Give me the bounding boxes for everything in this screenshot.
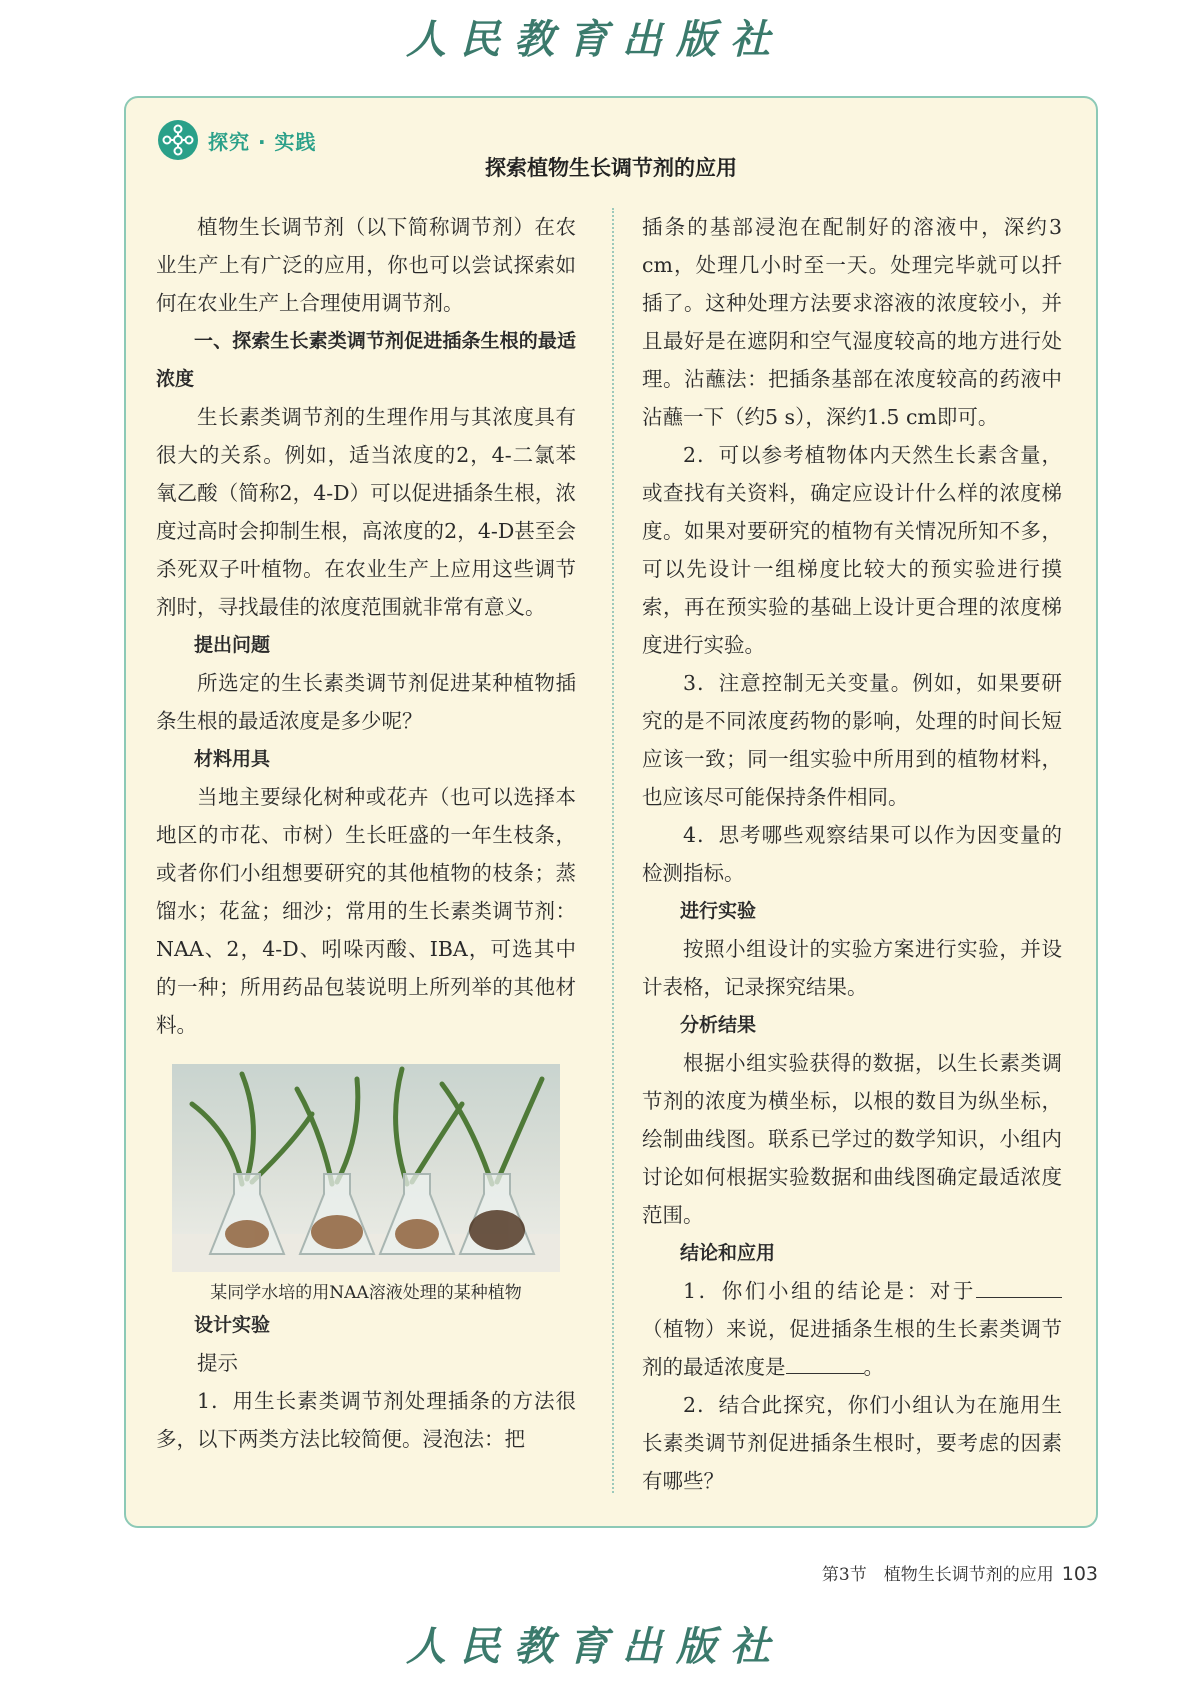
- publisher-logo-top: 人民教育出版社: [406, 16, 784, 63]
- left-column: [156, 208, 576, 1458]
- section-heading: 进行实验: [680, 900, 757, 922]
- q1-part2: （植物）来说，促进插条生根的生长素类调节剂的最适浓度是: [642, 1317, 1062, 1379]
- q1-part1: 1．你们小组的结论是：对于: [683, 1279, 976, 1303]
- q1-part3: 。: [863, 1355, 884, 1379]
- paragraph: 3．注意控制无关变量。例如，如果要研究的是不同浓度药物的影响，处理的时间长短应该一致；同一组实验中所用到的植物材料，也应该尽可能保持条件相同。: [642, 671, 1062, 809]
- publisher-logo-bottom: 人民教育出版社: [406, 1623, 784, 1670]
- section-heading: 提出问题: [194, 634, 271, 656]
- page-footer: [822, 1560, 1098, 1585]
- paragraph: 插条的基部浸泡在配制好的溶液中，深约3 cm，处理几小时至一天。处理完毕就可以扦插了。这种处理方法要求溶液的浓度较小，并且最好是在遮阴和空气湿度较高的地方进行处理。沾蘸法：把插条基部在浓度较高的药液中沾蘸一下（约5 s），深约1.5 cm即可。: [642, 215, 1062, 429]
- paragraph: 根据小组实验获得的数据，以生长素类调节剂的浓度为横坐标，以根的数目为纵坐标，绘制曲线图。联系已学过的数学知识，小组内讨论如何根据实验数据和曲线图确定最适浓度范围。: [642, 1051, 1062, 1227]
- paragraph: 2．可以参考植物体内天然生长素含量，或查找有关资料，确定应设计什么样的浓度梯度。如果对要研究的植物有关情况所知不多，可以先设计一组梯度比较大的预实验进行摸索，再在预实验的基础上设计更合理的浓度梯度进行实验。: [642, 443, 1062, 657]
- paragraph: 4．思考哪些观察结果可以作为因变量的检测指标。: [642, 823, 1062, 885]
- paragraph: 植物生长调节剂（以下简称调节剂）在农业生产上有广泛的应用，你也可以尝试探索如何在农业生产上合理使用调节剂。: [156, 215, 576, 315]
- footer-section: 第3节 植物生长调节剂的应用: [821, 1565, 1054, 1585]
- inquiry-box: [124, 96, 1098, 1528]
- conclusion-question-1: [642, 1272, 1062, 1386]
- right-paragraphs: [642, 208, 1062, 1272]
- paragraph: 按照小组设计的实验方案进行实验，并设计表格，记录探究结果。: [642, 937, 1062, 999]
- paragraph: 所选定的生长素类调节剂促进某种植物插条生根的最适浓度是多少呢？: [156, 671, 576, 733]
- left-paragraphs: [156, 208, 576, 1044]
- photo-caption: 某同学水培的用NAA溶液处理的某种植物: [210, 1283, 522, 1303]
- conclusion-question-2: 2．结合此探究，你们小组认为在施用生长素类调节剂促进插条生根时，要考虑的因素有哪些？: [642, 1393, 1062, 1493]
- column-divider: [612, 208, 614, 1493]
- section-heading: 设计实验: [194, 1314, 271, 1336]
- paragraph: 当地主要绿化树种或花卉（也可以选择本地区的市花、市树）生长旺盛的一年生枝条，或者你们小组想要研究的其他植物的枝条；蒸馏水；花盆；细沙；常用的生长素类调节剂：NAA、2，4-D、吲哚丙酸、IBA，可选其中的一种；所用药品包装说明上所列举的其他材料。: [156, 785, 576, 1037]
- box-title: 探索植物生长调节剂的应用: [485, 156, 737, 180]
- answer-blank-concentration[interactable]: [786, 1351, 864, 1374]
- section-heading: 一、探索生长素类调节剂促进插条生根的最适浓度: [156, 330, 576, 390]
- left-paragraphs-after: [156, 1306, 576, 1458]
- section-heading: 材料用具: [194, 748, 271, 770]
- paragraph: 1．用生长素类调节剂处理插条的方法很多，以下两类方法比较简便。浸泡法：把: [156, 1389, 576, 1451]
- answer-blank-plant[interactable]: [976, 1275, 1062, 1298]
- paragraph: 生长素类调节剂的生理作用与其浓度具有很大的关系。例如，适当浓度的2，4-二氯苯氧乙酸（简称2，4-D）可以促进插条生根，浓度过高时会抑制生根，高浓度的2，4-D甚至会杀死双子叶植物。在农业生产上应用这些调节剂时，寻找最佳的浓度范围就非常有意义。: [156, 405, 576, 619]
- paragraph: 提示: [197, 1351, 238, 1375]
- page-number: 103: [1061, 1563, 1098, 1585]
- plant-cuttings-photo: [172, 1064, 560, 1272]
- right-column: [642, 208, 1062, 1500]
- section-heading: 分析结果: [680, 1014, 757, 1036]
- section-badge-label: 探究 · 实践: [208, 129, 317, 154]
- section-heading: 结论和应用: [680, 1242, 776, 1264]
